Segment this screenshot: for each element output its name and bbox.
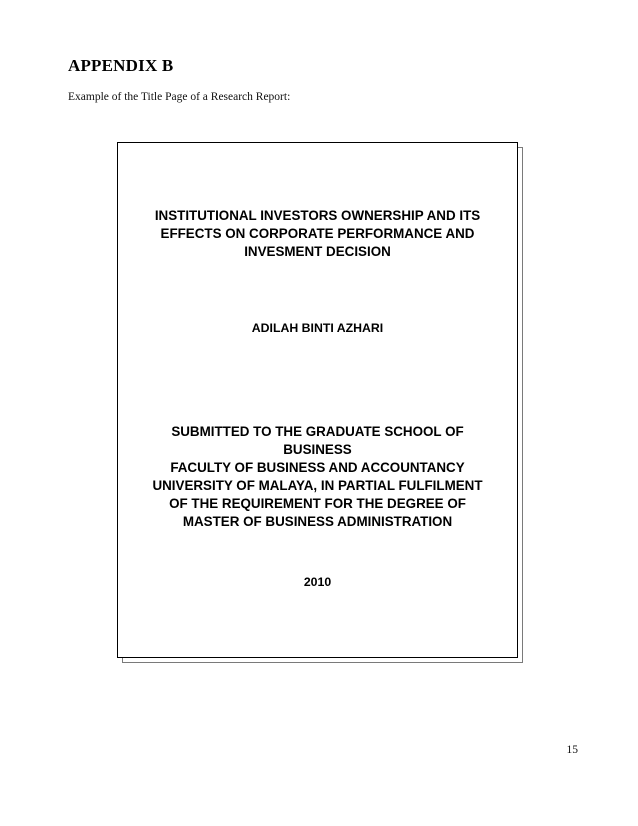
author-name: ADILAH BINTI AZHARI xyxy=(251,321,384,335)
submission-line: OF THE REQUIREMENT FOR THE DEGREE OF xyxy=(169,496,466,512)
report-title xyxy=(117,207,518,261)
appendix-caption: Example of the Title Page of a Research Report: xyxy=(68,91,291,103)
submission-line: UNIVERSITY OF MALAYA, IN PARTIAL FULFILMENT xyxy=(152,478,483,494)
submission-line: BUSINESS xyxy=(283,442,352,458)
report-title-line: INVESMENT DECISION xyxy=(244,244,391,259)
submission-line: SUBMITTED TO THE GRADUATE SCHOOL OF xyxy=(171,424,464,439)
submission-statement xyxy=(117,423,518,532)
report-title-line: INSTITUTIONAL INVESTORS OWNERSHIP AND ITS xyxy=(154,208,481,223)
submission-line: FACULTY OF BUSINESS AND ACCOUNTANCY xyxy=(170,460,465,476)
submission-line: MASTER OF BUSINESS ADMINISTRATION xyxy=(182,514,453,530)
report-title-line: EFFECTS ON CORPORATE PERFORMANCE AND xyxy=(160,226,475,241)
submission-year: 2010 xyxy=(303,575,332,589)
page-number: 15 xyxy=(566,744,578,756)
appendix-heading: APPENDIX B xyxy=(68,56,174,75)
